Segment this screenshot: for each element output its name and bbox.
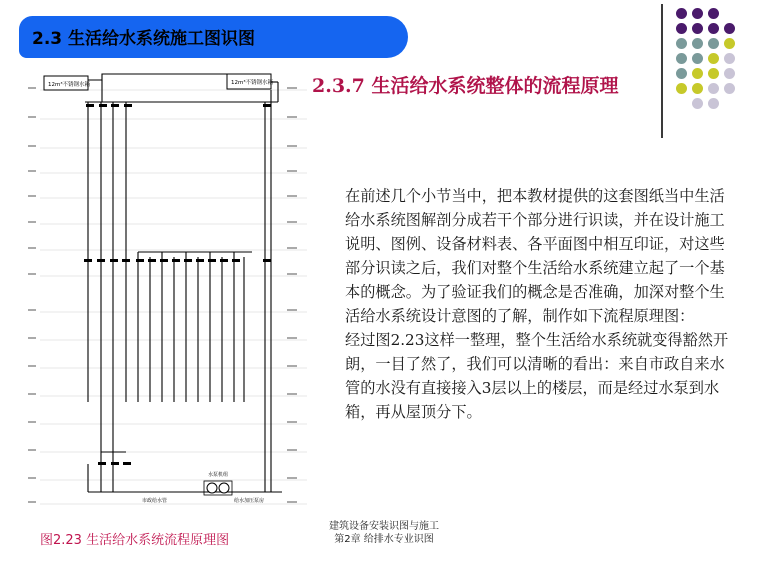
tank-left-label: 12m³不锈钢水箱	[48, 82, 91, 88]
body-paragraph-2: 经过图2.23这样一整理，整个生活给水系统就变得豁然开朗，一目了然了，我们可以清晰的看出：来自市政自来水管的水没有直接接入3层以上的楼层，而是经过水泵到水箱，再从屋顶分下。	[345, 331, 729, 421]
pipe-network	[85, 74, 282, 492]
footer-line-2: 第2章 给排水专业识图	[334, 534, 434, 545]
riser-tags	[84, 104, 271, 465]
body-paragraph-1: 在前述几个小节当中，把本教材提供的这套图纸当中生活给水系统图解剖分成若干个部分进行识读，并在设计施工说明、图例、设备材料表、各平面图中相互印证，对这些部分识读之后，我们对整个生活给水系统建立起了一个基本的概念。为了验证我们的概念是否准确，加深对整个生活给水系统设计意图的了解，制作如下流程原理图：	[345, 187, 725, 325]
water-supply-flow-diagram	[22, 72, 312, 512]
vertical-divider	[661, 4, 663, 138]
page-title: 2.3 生活给水系统施工图识图	[32, 29, 256, 49]
figure-caption: 图2.23 生活给水系统流程原理图	[40, 533, 230, 548]
page-footer	[304, 520, 464, 546]
main-label-right: 给水加压泵房	[234, 498, 265, 504]
pump-unit	[204, 471, 232, 495]
body-text	[345, 184, 730, 424]
footer-line-1: 建筑设备安装识图与施工	[329, 521, 439, 532]
section-subtitle: 2.3.7 生活给水系统整体的流程原理	[312, 75, 619, 97]
main-label-left: 市政给水管	[142, 498, 168, 504]
pump-label: 水泵机组	[208, 472, 229, 478]
tank-right-label: 12m³不锈钢水箱	[231, 80, 274, 86]
